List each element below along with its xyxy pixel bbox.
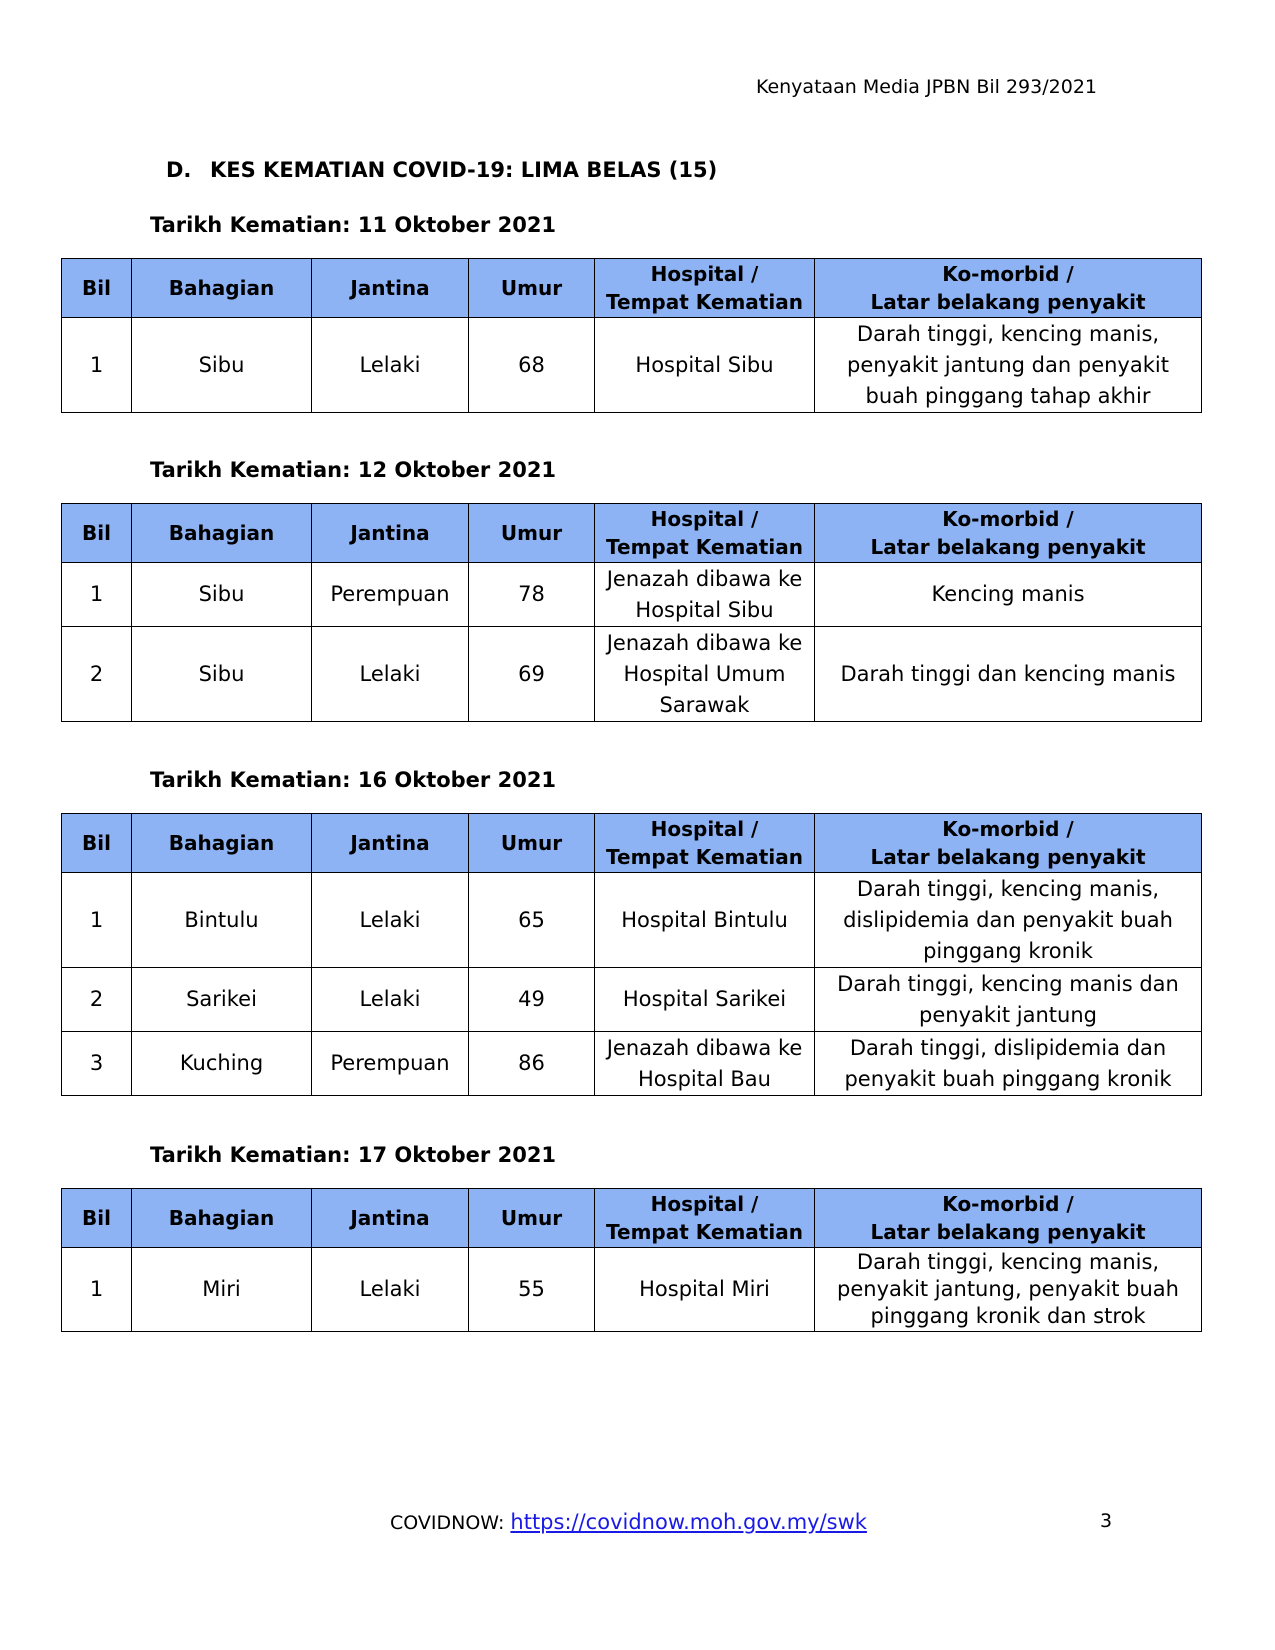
cell-jantina: Lelaki bbox=[312, 873, 469, 968]
col-header-jantina: Jantina bbox=[312, 814, 469, 873]
cell-bil: 1 bbox=[62, 563, 132, 627]
col-header-bahagian: Bahagian bbox=[132, 814, 312, 873]
deaths-table bbox=[61, 813, 1202, 1096]
deaths-table bbox=[61, 258, 1202, 413]
col-header-komorbid: Ko-morbid / Latar belakang penyakit bbox=[815, 504, 1202, 563]
date-heading: Tarikh Kematian: 17 Oktober 2021 bbox=[150, 1143, 557, 1167]
cell-umur: 55 bbox=[469, 1248, 595, 1332]
cell-umur: 78 bbox=[469, 563, 595, 627]
col-header-umur: Umur bbox=[469, 504, 595, 563]
col-header-komorbid: Ko-morbid / Latar belakang penyakit bbox=[815, 1189, 1202, 1248]
date-heading: Tarikh Kematian: 11 Oktober 2021 bbox=[150, 213, 557, 237]
table-row bbox=[62, 318, 1202, 413]
cell-jantina: Perempuan bbox=[312, 563, 469, 627]
table-row bbox=[62, 968, 1202, 1032]
cell-hospital: Jenazah dibawa ke Hospital Bau bbox=[595, 1032, 815, 1096]
cell-bahagian: Sibu bbox=[132, 627, 312, 722]
date-heading: Tarikh Kematian: 16 Oktober 2021 bbox=[150, 768, 557, 792]
col-header-jantina: Jantina bbox=[312, 1189, 469, 1248]
section-letter: D. bbox=[166, 158, 192, 182]
cell-komorbid: Darah tinggi dan kencing manis bbox=[815, 627, 1202, 722]
section-title bbox=[166, 158, 717, 182]
col-header-hospital: Hospital / Tempat Kematian bbox=[595, 504, 815, 563]
col-header-komorbid: Ko-morbid / Latar belakang penyakit bbox=[815, 814, 1202, 873]
col-header-bil: Bil bbox=[62, 814, 132, 873]
table-row bbox=[62, 563, 1202, 627]
cell-umur: 68 bbox=[469, 318, 595, 413]
cell-jantina: Lelaki bbox=[312, 318, 469, 413]
footer-label: COVIDNOW: bbox=[390, 1512, 511, 1534]
cell-bil: 1 bbox=[62, 873, 132, 968]
table-row bbox=[62, 1248, 1202, 1332]
col-header-hospital: Hospital / Tempat Kematian bbox=[595, 814, 815, 873]
table-row bbox=[62, 627, 1202, 722]
cell-bil: 1 bbox=[62, 318, 132, 413]
cell-bahagian: Kuching bbox=[132, 1032, 312, 1096]
cell-bil: 1 bbox=[62, 1248, 132, 1332]
col-header-hospital: Hospital / Tempat Kematian bbox=[595, 259, 815, 318]
cell-bahagian: Miri bbox=[132, 1248, 312, 1332]
table-header-row bbox=[62, 259, 1202, 318]
col-header-jantina: Jantina bbox=[312, 504, 469, 563]
cell-komorbid: Darah tinggi, dislipidemia dan penyakit buah pinggang kronik bbox=[815, 1032, 1202, 1096]
cell-bahagian: Sibu bbox=[132, 318, 312, 413]
col-header-jantina: Jantina bbox=[312, 259, 469, 318]
cell-umur: 65 bbox=[469, 873, 595, 968]
col-header-umur: Umur bbox=[469, 814, 595, 873]
document-reference: Kenyataan Media JPBN Bil 293/2021 bbox=[755, 76, 1097, 98]
col-header-bahagian: Bahagian bbox=[132, 259, 312, 318]
cell-hospital: Hospital Bintulu bbox=[595, 873, 815, 968]
footer bbox=[390, 1510, 867, 1534]
col-header-bahagian: Bahagian bbox=[132, 1189, 312, 1248]
cell-jantina: Lelaki bbox=[312, 627, 469, 722]
table-header-row bbox=[62, 1189, 1202, 1248]
cell-hospital: Jenazah dibawa ke Hospital Umum Sarawak bbox=[595, 627, 815, 722]
cell-jantina: Lelaki bbox=[312, 968, 469, 1032]
cell-hospital: Hospital Sarikei bbox=[595, 968, 815, 1032]
covidnow-link[interactable]: https://covidnow.moh.gov.my/swk bbox=[510, 1510, 867, 1534]
cell-hospital: Hospital Miri bbox=[595, 1248, 815, 1332]
section-title-text: KES KEMATIAN COVID-19: LIMA BELAS (15) bbox=[210, 158, 718, 182]
col-header-umur: Umur bbox=[469, 1189, 595, 1248]
table-row bbox=[62, 1032, 1202, 1096]
col-header-bil: Bil bbox=[62, 504, 132, 563]
deaths-table bbox=[61, 1188, 1202, 1332]
cell-hospital: Hospital Sibu bbox=[595, 318, 815, 413]
cell-komorbid: Darah tinggi, kencing manis, penyakit jantung, penyakit buah pinggang kronik dan strok bbox=[815, 1248, 1202, 1332]
col-header-komorbid: Ko-morbid / Latar belakang penyakit bbox=[815, 259, 1202, 318]
cell-jantina: Lelaki bbox=[312, 1248, 469, 1332]
cell-bil: 3 bbox=[62, 1032, 132, 1096]
cell-umur: 86 bbox=[469, 1032, 595, 1096]
col-header-umur: Umur bbox=[469, 259, 595, 318]
col-header-bahagian: Bahagian bbox=[132, 504, 312, 563]
date-heading: Tarikh Kematian: 12 Oktober 2021 bbox=[150, 458, 557, 482]
cell-hospital: Jenazah dibawa ke Hospital Sibu bbox=[595, 563, 815, 627]
col-header-hospital: Hospital / Tempat Kematian bbox=[595, 1189, 815, 1248]
cell-komorbid: Kencing manis bbox=[815, 563, 1202, 627]
cell-bahagian: Sarikei bbox=[132, 968, 312, 1032]
table-header-row bbox=[62, 504, 1202, 563]
cell-komorbid: Darah tinggi, kencing manis, penyakit jantung dan penyakit buah pinggang tahap akhir bbox=[815, 318, 1202, 413]
cell-umur: 49 bbox=[469, 968, 595, 1032]
cell-komorbid: Darah tinggi, kencing manis, dislipidemia dan penyakit buah pinggang kronik bbox=[815, 873, 1202, 968]
col-header-bil: Bil bbox=[62, 259, 132, 318]
cell-bahagian: Sibu bbox=[132, 563, 312, 627]
page-number: 3 bbox=[1100, 1510, 1113, 1532]
cell-bahagian: Bintulu bbox=[132, 873, 312, 968]
col-header-bil: Bil bbox=[62, 1189, 132, 1248]
cell-bil: 2 bbox=[62, 968, 132, 1032]
cell-umur: 69 bbox=[469, 627, 595, 722]
cell-jantina: Perempuan bbox=[312, 1032, 469, 1096]
cell-bil: 2 bbox=[62, 627, 132, 722]
deaths-table bbox=[61, 503, 1202, 722]
table-row bbox=[62, 873, 1202, 968]
table-header-row bbox=[62, 814, 1202, 873]
cell-komorbid: Darah tinggi, kencing manis dan penyakit jantung bbox=[815, 968, 1202, 1032]
